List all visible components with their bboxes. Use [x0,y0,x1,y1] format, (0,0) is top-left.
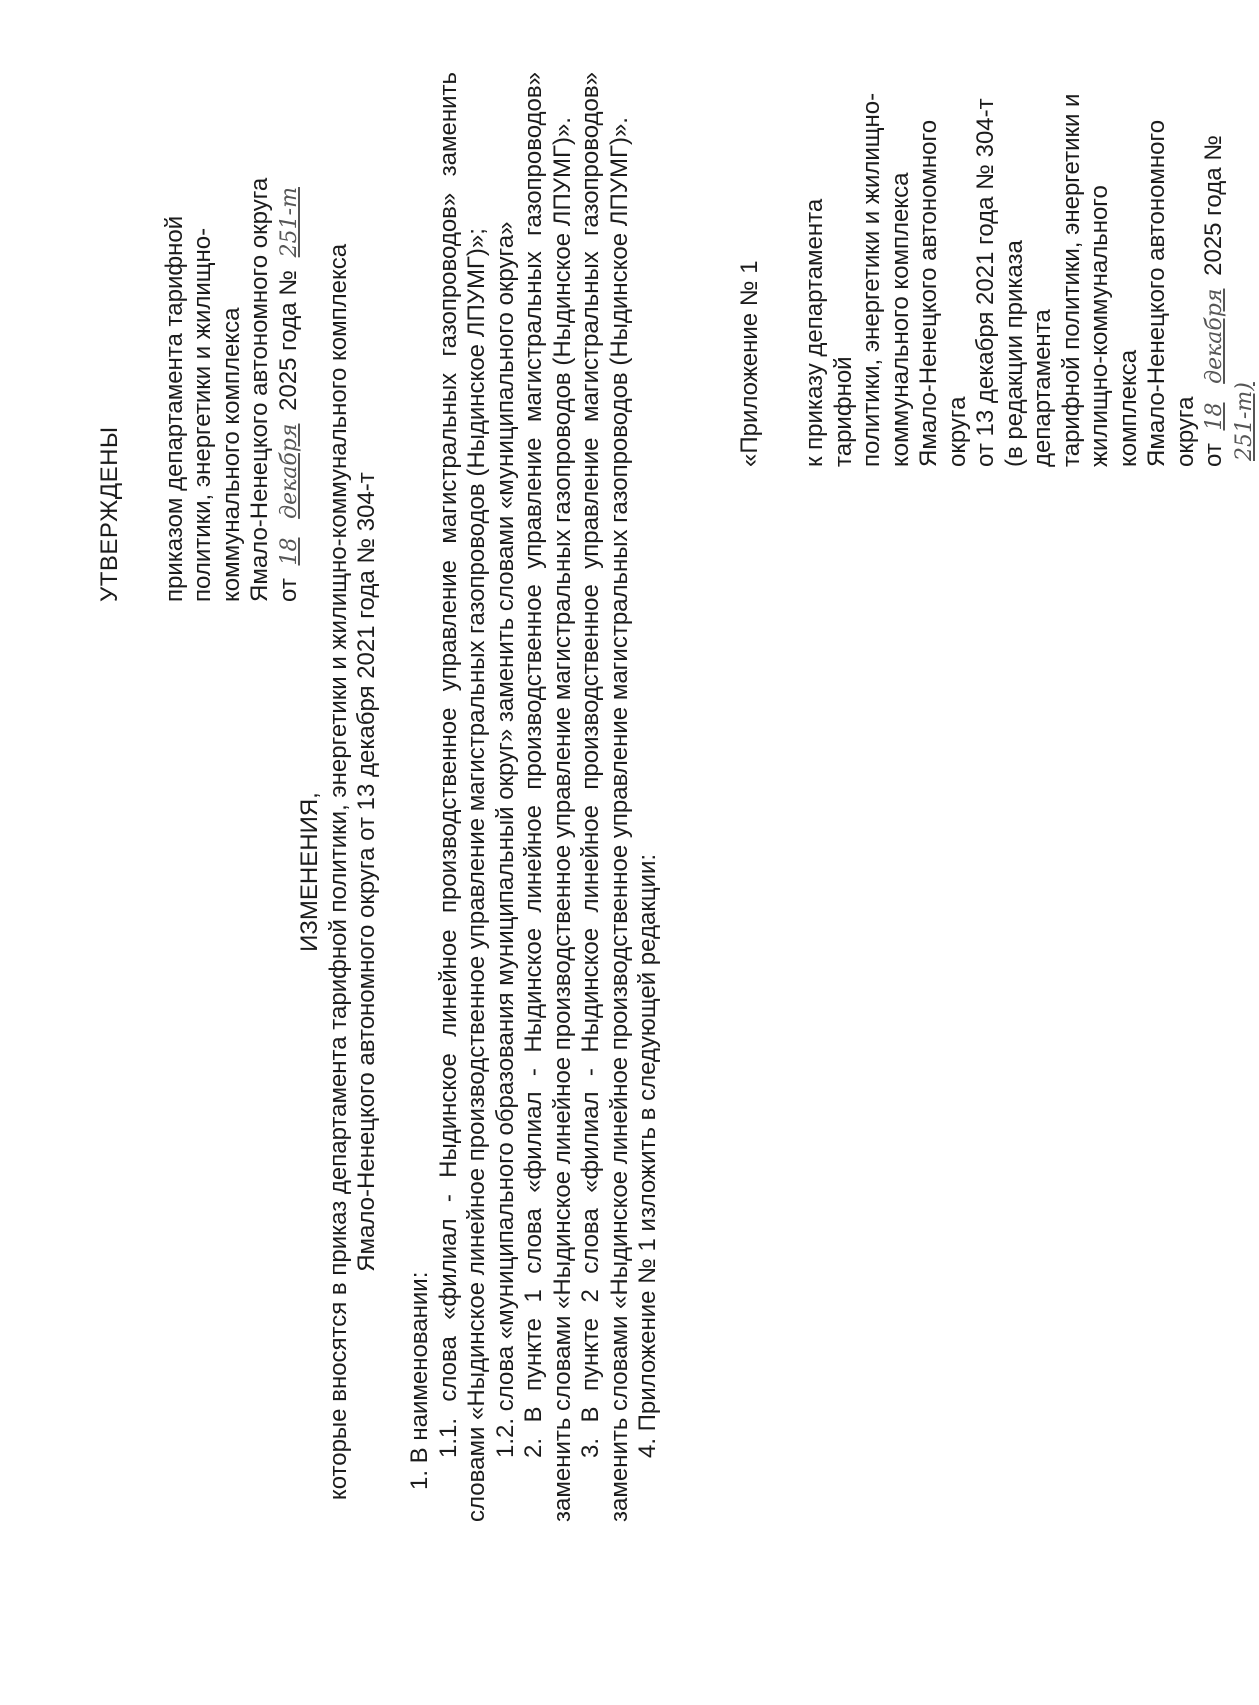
handwritten-number: 251-т [276,187,302,258]
appendix-line: коммунального комплекса [886,172,914,467]
appendix-line: Ямало-Ненецкого автономного [1143,119,1170,467]
appendix-line: Ямало-Ненецкого автономного [915,119,942,467]
handwritten-day: 18 [1202,402,1227,431]
appendix-block [801,87,1259,467]
title-line: которые вносятся в приказ департамента тарифной политики, энергетики и жилищно-коммунального комплекса [324,243,352,1501]
rotated-sheet [76,72,1257,1642]
approval-line: коммунального комплекса [217,307,245,602]
paragraph-3: 3. В пункте 2 слова «филиал - Ныдинское линейное производственное управление магистральных газопроводов» заменить словами «Ныдинское линейное производственное управление магистральных газопроводов (Ныдинское ЛПУМГ)». [577,72,633,1522]
approval-line: приказом департамента тарифной [160,215,188,602]
appendix-line: тарифной политики, энергетики и [1057,93,1085,467]
document-body [406,72,663,1522]
title-heading: ИЗМЕНЕНИЯ, [296,792,323,952]
appendix-line: жилищно-коммунального комплекса [1086,185,1142,467]
appendix-line: от 13 декабря 2021 года № 304-т [972,98,999,467]
appendix-line: политики, энергетики и жилищно- [858,92,885,467]
date-prefix: от [1200,443,1227,467]
date-suffix: 2025 года № [274,270,302,411]
date-prefix: от [274,578,302,602]
appendix-heading: «Приложение № 1 [736,260,763,467]
approval-heading: УТВЕРЖДЕНЫ [96,426,123,602]
approval-line: Ямало-Ненецкого автономного округа [246,177,273,602]
appendix-line: округа [1171,396,1199,467]
approval-line: политики, энергетики и жилищно- [189,227,216,602]
title-line: Ямало-Ненецкого автономного округа от 13 декабря 2021 года № 304-т [353,472,380,1272]
handwritten-month: декабря [276,423,302,519]
paragraph-1-2: 1.2. слова «муниципального образования муниципальный округ» заменить словами «муниципального округа» [491,221,519,1458]
handwritten-month: декабря [1202,288,1227,384]
paragraph-1: 1. В наименовании: [406,1271,433,1490]
appendix-line: (в редакции приказа департамента [1000,240,1056,467]
handwritten-number: 251-т) [1231,382,1257,461]
document-title [296,172,382,1572]
appendix-heading-block [736,87,765,467]
date-suffix: 2025 года № [1200,135,1227,276]
paragraph-2: 2. В пункте 1 слова «филиал - Ныдинское линейное производственное управление магистральных газопроводов» заменить словами «Ныдинское линейное производственное управление магистральных газопроводов (Ныдинское ЛПУМГ)». [520,72,576,1522]
appendix-line: округа [943,396,971,467]
paragraph-1-1: 1.1. слова «филиал - Ныдинское линейное производственное управление магистральных газопроводов» заменить словами «Ныдинское линейное производственное управление магистральных газопроводов (Ныдинское ЛПУМГ)»; [434,72,490,1522]
handwritten-day: 18 [276,537,302,566]
appendix-date-line [1200,87,1259,467]
appendix-line: к приказу департамента тарифной [801,198,857,467]
approval-block [96,82,304,602]
paragraph-4: 4. Приложение № 1 изложить в следующей редакции: [634,853,661,1458]
